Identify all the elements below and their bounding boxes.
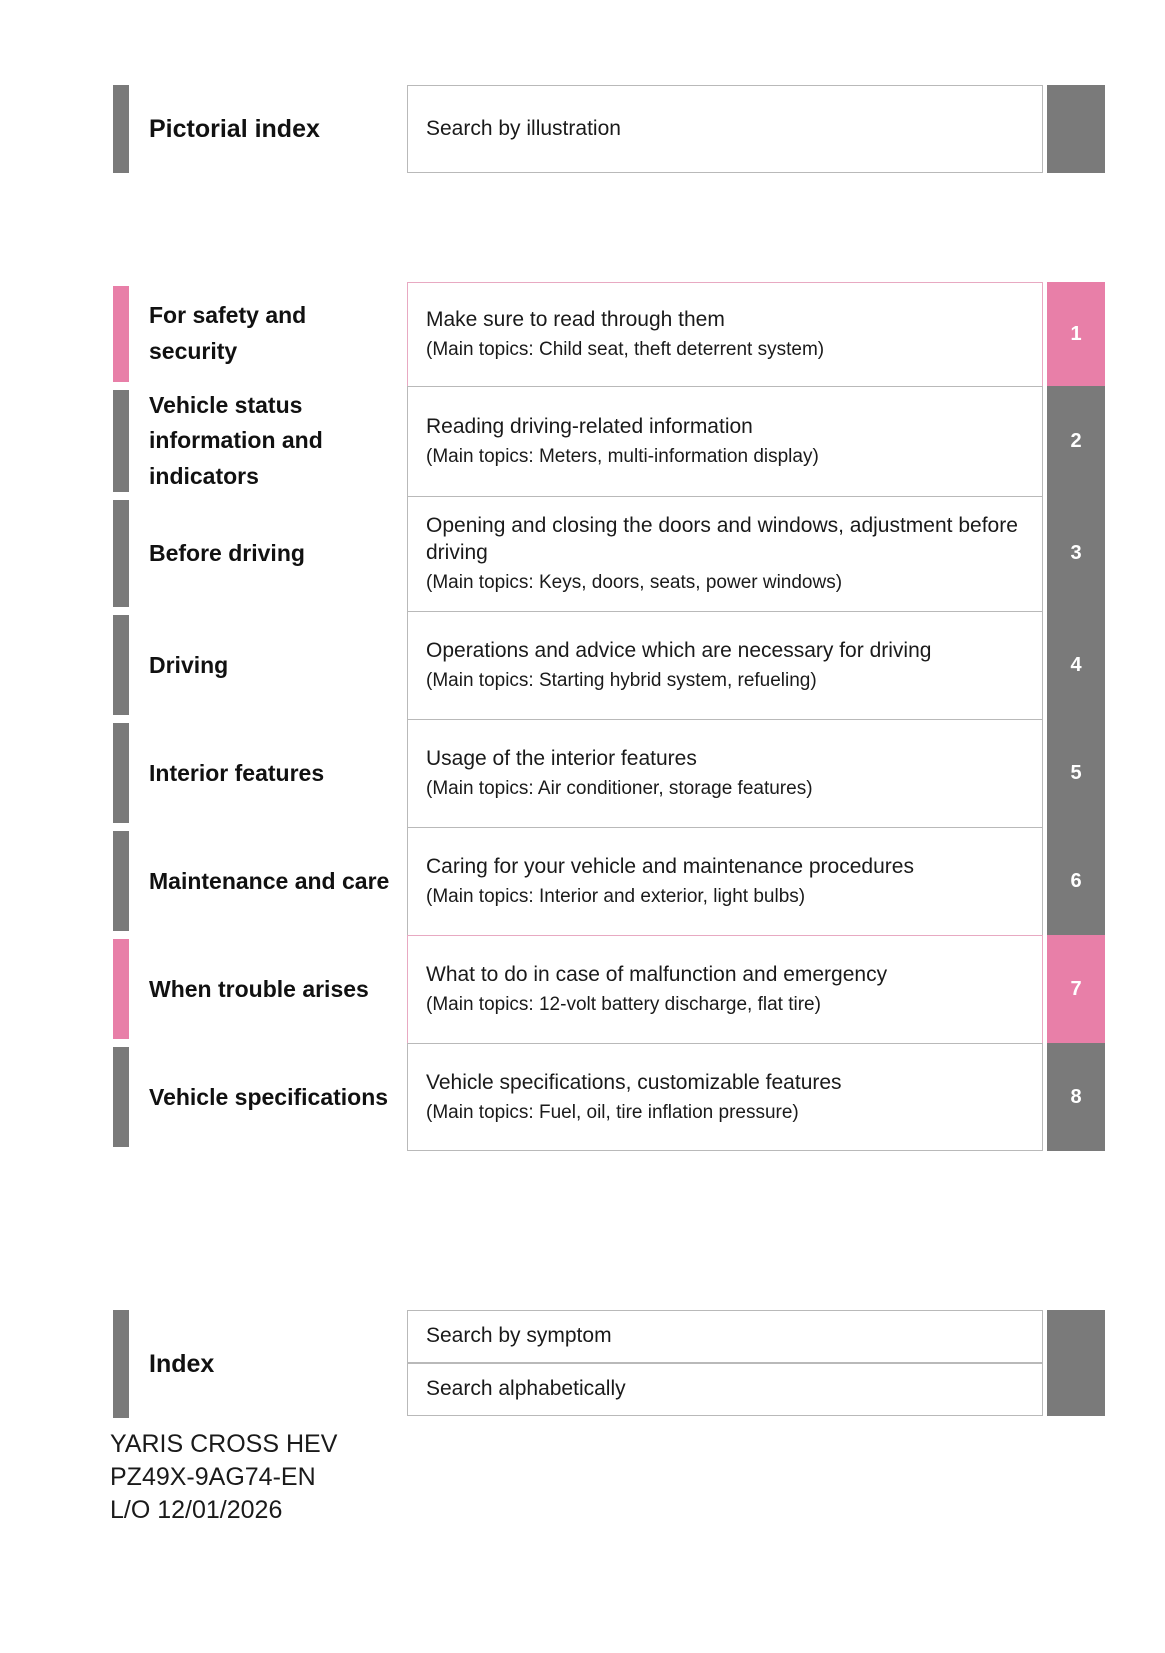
chapter-subtopics: (Main topics: Child seat, theft deterrent system) (426, 338, 825, 360)
section-tab-marker (113, 85, 129, 173)
chapter-number: 8 (1047, 1043, 1105, 1151)
chapter-row[interactable] (113, 496, 1105, 611)
chapter-tab-marker (113, 500, 129, 607)
chapter-description: Vehicle specifications, customizable features (426, 1070, 842, 1094)
chapter-number: 4 (1047, 611, 1105, 719)
chapter-tab-marker (113, 939, 129, 1039)
chapter-tab-marker (113, 286, 129, 382)
index-entry-description: Search alphabetically (426, 1376, 626, 1400)
index-entry-marker (1047, 1310, 1105, 1363)
chapter-number: 6 (1047, 827, 1105, 935)
chapter-description: Opening and closing the doors and windows, adjustment before driving (426, 514, 1018, 564)
pictorial-index-number (1047, 85, 1105, 173)
chapter-tab-marker (113, 831, 129, 931)
index-entry[interactable] (407, 1363, 1105, 1416)
index-entry-description-cell (407, 1363, 1043, 1416)
chapter-subtopics: (Main topics: Air conditioner, storage features) (426, 778, 813, 800)
chapter-description-cell (407, 1043, 1043, 1151)
chapter-subtopics: (Main topics: Starting hybrid system, refueling) (426, 670, 817, 692)
chapter-title: Vehicle specifications (149, 1083, 389, 1110)
index-entry-marker (1047, 1363, 1105, 1416)
footer-model: YARIS CROSS HEV (110, 1430, 338, 1458)
chapter-subtopics: (Main topics: Meters, multi-information display) (426, 445, 819, 467)
chapter-tab-marker (113, 723, 129, 823)
chapter-tab-marker (113, 615, 129, 715)
chapter-row[interactable] (113, 386, 1105, 496)
chapter-description-cell (407, 496, 1043, 611)
chapter-subtopics: (Main topics: 12-volt battery discharge, flat tire) (426, 994, 821, 1016)
pictorial-index-row[interactable] (113, 85, 1105, 173)
chapter-number: 3 (1047, 496, 1105, 611)
index-label: Index (149, 1349, 215, 1378)
chapter-description: Caring for your vehicle and maintenance procedures (426, 855, 914, 879)
index-tab-marker (113, 1310, 129, 1418)
chapter-description: What to do in case of malfunction and emergency (426, 963, 888, 987)
chapter-tab-marker (113, 390, 129, 492)
chapter-row[interactable] (113, 611, 1105, 719)
chapter-title: Driving (149, 651, 229, 678)
chapter-subtopics: (Main topics: Interior and exterior, light bulbs) (426, 886, 806, 908)
chapter-title: When trouble arises (149, 975, 369, 1002)
chapter-description: Reading driving-related information (426, 414, 753, 438)
index-entry-description-cell (407, 1310, 1043, 1363)
pictorial-index-label: Pictorial index (149, 114, 320, 143)
pictorial-index-description-cell (407, 85, 1043, 173)
document-footer (110, 1428, 337, 1527)
chapter-title: Vehicle status information and indicators (149, 391, 323, 489)
chapter-description-cell (407, 282, 1043, 386)
chapter-number: 7 (1047, 935, 1105, 1043)
chapter-title: For safety and security (149, 302, 307, 364)
chapter-row[interactable] (113, 1043, 1105, 1151)
chapter-description-cell (407, 719, 1043, 827)
chapter-row[interactable] (113, 827, 1105, 935)
chapter-title: Interior features (149, 759, 325, 786)
chapter-title: Maintenance and care (149, 867, 390, 894)
chapter-description: Make sure to read through them (426, 307, 725, 331)
chapter-number: 5 (1047, 719, 1105, 827)
chapter-list (113, 282, 1105, 1151)
chapter-row[interactable] (113, 282, 1105, 386)
pictorial-index-section (113, 85, 1105, 173)
pictorial-index-description: Search by illustration (426, 116, 621, 140)
chapter-description-cell (407, 386, 1043, 496)
chapter-row[interactable] (113, 719, 1105, 827)
chapter-subtopics: (Main topics: Keys, doors, seats, power windows) (426, 571, 843, 593)
chapter-row[interactable] (113, 935, 1105, 1043)
footer-part-number: PZ49X-9AG74-EN (110, 1463, 316, 1491)
index-entry-description: Search by symptom (426, 1324, 612, 1347)
chapter-number: 2 (1047, 386, 1105, 496)
index-row[interactable] (113, 1310, 1105, 1418)
chapter-tab-marker (113, 1047, 129, 1147)
chapter-description: Usage of the interior features (426, 747, 697, 771)
chapter-description-cell (407, 935, 1043, 1043)
chapter-subtopics: (Main topics: Fuel, oil, tire inflation pressure) (426, 1101, 799, 1123)
chapter-description: Operations and advice which are necessary for driving (426, 639, 932, 663)
chapter-description-cell (407, 827, 1043, 935)
chapter-description-cell (407, 611, 1043, 719)
chapter-number: 1 (1047, 282, 1105, 386)
index-entry-list (407, 1310, 1105, 1418)
index-section (113, 1310, 1105, 1418)
index-entry[interactable] (407, 1310, 1105, 1363)
footer-print-date: L/O 12/01/2026 (110, 1496, 283, 1524)
chapter-title: Before driving (149, 539, 305, 566)
